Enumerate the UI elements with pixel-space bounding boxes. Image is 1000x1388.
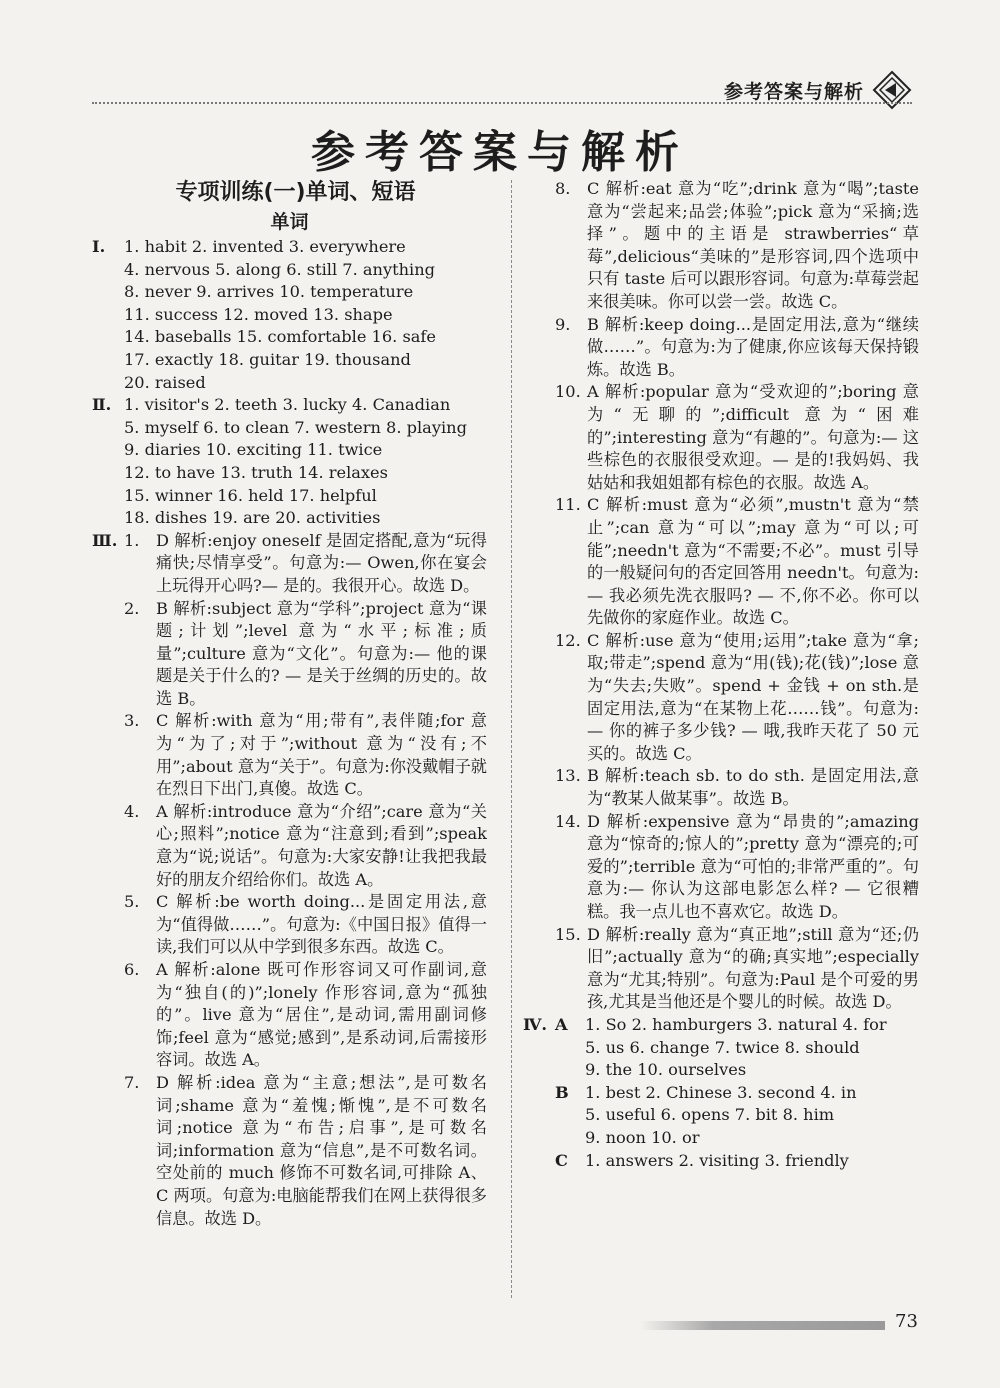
header-dotted-rule — [92, 102, 912, 104]
answer-line: 15. winner 16. held 17. helpful — [124, 485, 377, 505]
item-number: 11. — [555, 495, 581, 515]
part-3-items-right — [555, 178, 919, 1014]
explanation-item — [124, 959, 487, 1072]
part-1 — [92, 236, 487, 394]
part-4-c — [555, 1150, 887, 1173]
part-4-a-letter: A — [555, 1014, 568, 1034]
explanation-item — [124, 891, 487, 959]
answer-line: 1. So 2. hamburgers 3. natural 4. for — [585, 1014, 887, 1034]
running-header-title: 参考答案与解析 — [723, 80, 864, 103]
page-number: 73 — [895, 1311, 918, 1332]
part-2-roman: Ⅱ. — [92, 395, 112, 415]
answer-line: 8. never 9. arrives 10. temperature — [124, 282, 414, 302]
explanation-item — [124, 710, 487, 800]
part-1-roman: Ⅰ. — [92, 237, 106, 256]
part-4 — [523, 1014, 919, 1172]
part-3-roman: Ⅲ. — [92, 530, 118, 550]
explanation-item — [124, 801, 487, 891]
item-text: A 解析:introduce 意为“介绍”;care 意为“关心;照料”;notice 意为“注意到;看到”;speak 意为“说;说话”。句意为:大家安静!让我把我最好的朋友介绍给你们。故选 A。 — [156, 801, 487, 889]
page-title: 参考答案与解析 — [311, 127, 689, 178]
page-number-bar — [640, 1321, 885, 1330]
item-text: C 解析:be worth doing...是固定用法,意为“值得做……”。句意为:《中国日报》值得一读,我们可以从中学到很多东西。故选 C。 — [156, 892, 487, 957]
explanation-item — [555, 630, 919, 766]
item-text: D 解析:expensive 意为“昂贵的”;amazing 意为“惊奇的;惊人的”;pretty 意为“漂亮的;可爱的”;terrible 意为“可怕的;非常严重的”。句意为:— 你认为这部电影怎么样? — 它很糟糕。我一点儿也不喜欢它。故选 D。 — [587, 811, 919, 921]
explanation-item — [555, 314, 919, 382]
answer-line: 17. exactly 18. guitar 19. thousand — [124, 349, 411, 369]
part-1-answers — [124, 236, 436, 394]
item-text: B 解析:keep doing...是固定用法,意为“继续做……”。句意为:为了健康,你应该每天保持锻炼。故选 B。 — [587, 314, 919, 379]
part-4-b — [555, 1082, 887, 1150]
item-text: B 解析:subject 意为“学科”;project 意为“课题;计划”;level 意为“水平;标准;质量”;culture 意为“文化”。句意为:— 他的课题是关于什么的? — 是关于丝绸的历史的。故选 B。 — [156, 598, 487, 708]
left-column — [92, 178, 487, 1230]
item-number: 13. — [555, 766, 581, 786]
section-subtitle: 单词 — [270, 211, 309, 233]
explanation-item — [555, 765, 919, 810]
answer-line: 5. myself 6. to clean 7. western 8. playing — [124, 417, 467, 437]
item-number: 12. — [555, 630, 581, 650]
answer-line: 18. dishes 19. are 20. activities — [124, 508, 381, 528]
part-3-items-left — [124, 530, 487, 1230]
part-3 — [92, 530, 487, 1230]
item-number: 2. — [124, 598, 140, 618]
item-number: 6. — [124, 960, 140, 979]
right-column — [523, 178, 919, 1172]
explanation-item — [555, 494, 919, 630]
answer-line: 9. diaries 10. exciting 11. twice — [124, 440, 383, 460]
answer-line: 12. to have 13. truth 14. relaxes — [124, 462, 388, 482]
diamond-arrow-icon — [872, 70, 912, 110]
answer-line: 20. raised — [124, 372, 206, 392]
item-text: A 解析:popular 意为“受欢迎的”;boring 意为“无聊的”;difficult 意为“困难的”;interesting 意为“有趣的”。句意为:— 这些棕色的衣服很受欢迎。— 是的!我妈妈、我姑姑和我姐姐都有棕色的衣服。故选 A。 — [587, 382, 919, 492]
item-number: 9. — [555, 314, 571, 334]
item-text: D 解析:enjoy oneself 是固定搭配,意为“玩得痛快;尽情享受”。句意为:— Owen,你在宴会上玩得开心吗?— 是的。我很开心。故选 D。 — [156, 530, 487, 595]
part-4-roman: Ⅳ. — [523, 1014, 548, 1034]
answer-line: 1. answers 2. visiting 3. friendly — [585, 1150, 849, 1170]
item-text: C 解析:use 意为“使用;运用”;take 意为“拿;取;带走”;spend 意为“用(钱);花(钱)”;lose 意为“失去;失败”。spend + 金钱 + on sth.是固定用法,意为“在某物上花……钱”。句意为:— 你的裤子多少钱? — 哦,我昨天花了 50 元买的。故选 C。 — [587, 630, 919, 763]
item-number: 1. — [124, 530, 140, 550]
part-4-b-letter: B — [555, 1082, 569, 1102]
item-number: 7. — [124, 1072, 140, 1092]
item-number: 4. — [124, 801, 140, 821]
explanation-item — [555, 178, 919, 314]
answer-line: 9. noon 10. or — [585, 1127, 700, 1147]
item-text: C 解析:with 意为“用;带有”,表伴随;for 意为“为了;对于”;without 意为“没有;不用”;about 意为“关于”。句意为:你没戴帽子就在烈日下出门,真傻。故选 C。 — [156, 711, 487, 799]
item-text: C 解析:eat 意为“吃”;drink 意为“喝”;taste 意为“尝起来;品尝;体验”;pick 意为“采摘;选择”。题中的主语是 strawberries“草莓”,delicious“美味的”是形容词,四个选项中只有 taste 后可以跟形容词。句意为:草莓尝起来很美味。你可以尝一尝。故选 C。 — [587, 179, 919, 311]
explanation-item — [124, 598, 487, 711]
part-2-answers — [124, 394, 467, 530]
section-title: 专项训练(一)单词、短语 — [175, 180, 416, 205]
answer-line: 1. visitor's 2. teeth 3. lucky 4. Canadian — [124, 395, 451, 415]
item-number: 14. — [555, 811, 581, 831]
explanation-item — [555, 924, 919, 1014]
running-header — [724, 70, 912, 110]
item-text: B 解析:teach sb. to do sth. 是固定用法,意为“教某人做某事”。故选 B。 — [587, 766, 919, 809]
part-2 — [92, 394, 487, 530]
answer-line: 4. nervous 5. along 6. still 7. anything — [124, 259, 435, 279]
answer-line: 14. baseballs 15. comfortable 16. safe — [124, 327, 436, 347]
item-number: 15. — [555, 924, 581, 944]
item-text: D 解析:really 意为“真正地”;still 意为“还;仍旧”;actually 意为“的确;真实地”;especially 意为“尤其;特别”。句意为:Paul 是个可爱的男孩,尤其是当他还是个婴儿的时候。故选 D。 — [587, 924, 919, 1012]
item-number: 8. — [555, 179, 571, 198]
part-4-c-letter: C — [555, 1150, 568, 1170]
answer-line: 1. best 2. Chinese 3. second 4. in — [585, 1082, 857, 1102]
item-number: 5. — [124, 892, 140, 912]
explanation-item — [555, 811, 919, 924]
item-text: D 解析:idea 意为“主意;想法”,是可数名词;shame 意为“羞愧;惭愧”,是不可数名词;notice 意为“布告;启事”,是可数名词;information 意为“信息”,是不可数名词。空处前的 much 修饰不可数名词,可排除 A、C 两项。句意为:电脑能帮我们在网上获得很多信息。故选 D。 — [156, 1072, 487, 1228]
explanation-item — [124, 530, 487, 598]
explanation-item — [555, 381, 919, 494]
answer-line: 1. habit 2. invented 3. everywhere — [124, 237, 406, 256]
answer-line: 5. useful 6. opens 7. bit 8. him — [585, 1105, 835, 1125]
column-divider — [511, 180, 512, 1298]
item-text: A 解析:alone 既可作形容词又可作副词,意为“独自(的)”;lonely 作形容词,意为“孤独的”。live 意为“居住”,是动词,需用副词修饰;feel 意为“感觉;感到”,是系动词,后需接形容词。故选 A。 — [156, 960, 487, 1070]
part-4-a — [555, 1014, 887, 1082]
part-4-answers — [555, 1014, 887, 1172]
item-text: C 解析:must 意为“必须”,mustn't 意为“禁止”;can 意为“可以”;may 意为“可以;可能”;needn't 意为“不需要;不必”。must 引导的一般疑问句的否定回答用 needn't。句意为:— 我必须先洗衣服吗? — 不,你不必。你可以先做你的家庭作业。故选 C。 — [587, 495, 919, 628]
explanation-item — [124, 1072, 487, 1230]
answer-line: 11. success 12. moved 13. shape — [124, 304, 393, 324]
answer-line: 5. us 6. change 7. twice 8. should — [585, 1037, 860, 1057]
item-number: 10. — [555, 382, 581, 402]
answer-line: 9. the 10. ourselves — [585, 1060, 747, 1080]
item-number: 3. — [124, 711, 140, 731]
